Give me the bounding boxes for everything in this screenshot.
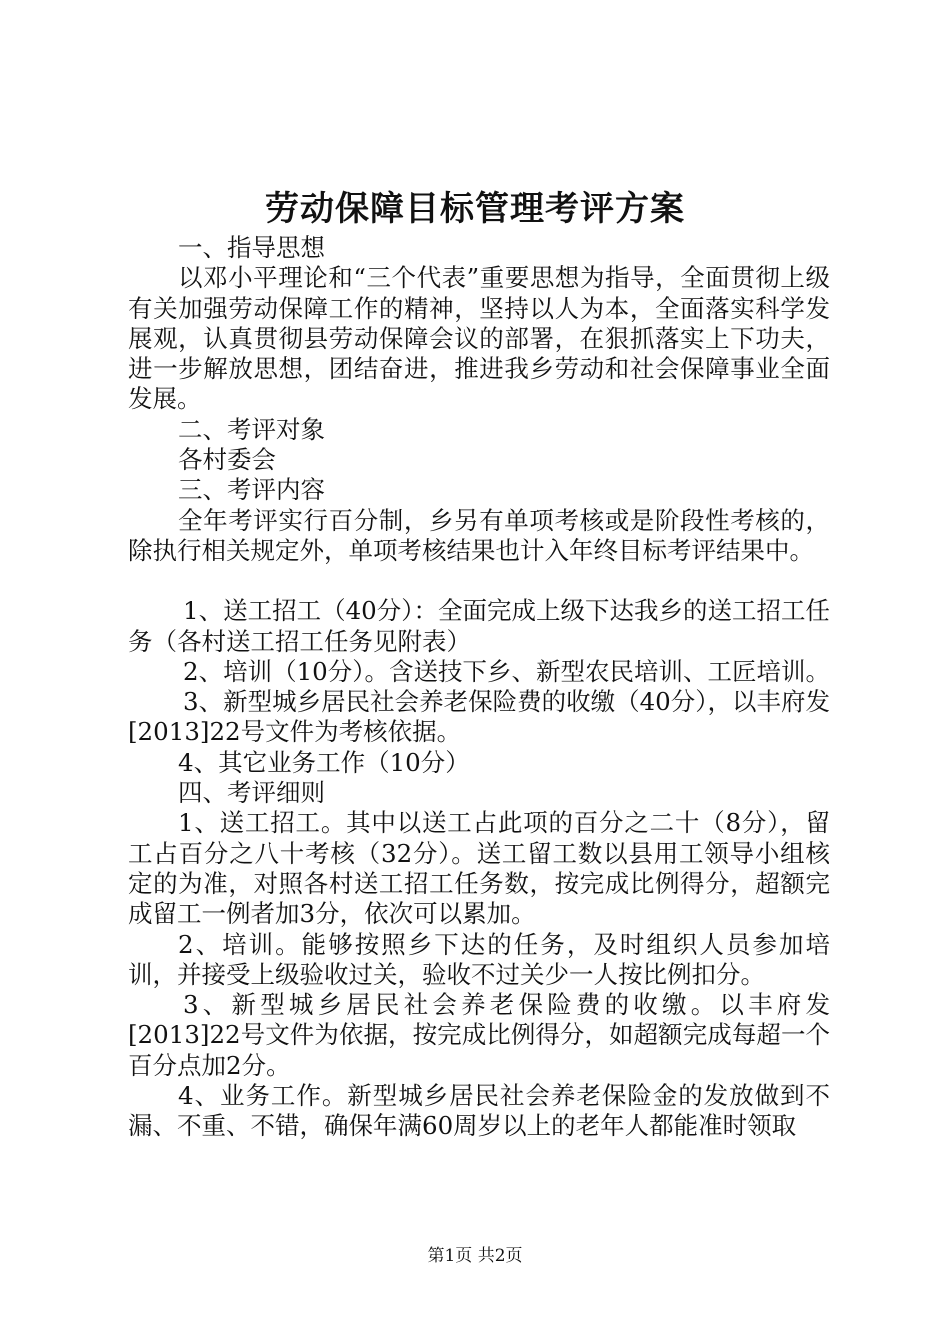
section-heading-evaluation-target: 二、考评对象 bbox=[178, 414, 325, 444]
paragraph-guiding-ideology: 以邓小平理论和“三个代表”重要思想为指导，全面贯彻上级有关加强劳动保障工作的精神，坚持以人为本，全面落实科学发展观，认真贯彻县劳动保障会议的部署，在狠抓落实上下功夫，进一步解放思想，团结奋进，推进我乡劳动和社会保障事业全面发展。 bbox=[128, 263, 830, 414]
page-number: 第1页 共2页 bbox=[427, 1246, 523, 1266]
document-body bbox=[128, 233, 830, 1142]
rule-item-3: 3、新型城乡居民社会养老保险费的收缴。以丰府发[2013]22号文件为依据，按完成比例得分，如超额完成每超一个百分点加2分。 bbox=[128, 990, 830, 1080]
content-item-3: 3、新型城乡居民社会养老保险费的收缴（40分），以丰府发[2013]22号文件为考核依据。 bbox=[128, 687, 831, 747]
section-heading-guiding-ideology: 一、指导思想 bbox=[178, 233, 325, 262]
rule-item-1: 1、送工招工。其中以送工占此项的百分之二十（8分），留工占百分之八十考核（32分）。送工留工数以县用工领导小组核定的为准，对照各村送工招工任务数，按完成比例得分，超额完成留工一例者加3分，依次可以累加。 bbox=[128, 808, 830, 929]
section-heading-evaluation-content: 三、考评内容 bbox=[178, 475, 325, 505]
paragraph-evaluation-target: 各村委会 bbox=[178, 445, 276, 475]
spacer bbox=[128, 566, 830, 596]
paragraph-evaluation-content: 全年考评实行百分制，乡另有单项考核或是阶段性考核的，除执行相关规定外，单项考核结果也计入年终目标考评结果中。 bbox=[128, 505, 830, 565]
rule-item-2: 2、培训。能够按照乡下达的任务，及时组织人员参加培训，并接受上级验收过关，验收不过关少一人按比例扣分。 bbox=[128, 929, 830, 989]
document-title: 劳动保障目标管理考评方案 bbox=[265, 189, 685, 229]
section-heading-evaluation-rules: 四、考评细则 bbox=[178, 778, 325, 808]
rule-item-4: 4、业务工作。新型城乡居民社会养老保险金的发放做到不漏、不重、不错，确保年满60周岁以上的老年人都能准时领取 bbox=[128, 1081, 830, 1141]
content-item-2: 2、培训（10分）。含送技下乡、新型农民培训、工匠培训。 bbox=[183, 656, 831, 686]
content-item-1: 1、送工招工（40分）：全面完成上级下达我乡的送工招工任务（各村送工招工任务见附表） bbox=[128, 596, 831, 656]
content-item-4: 4、其它业务工作（10分） bbox=[178, 747, 470, 777]
